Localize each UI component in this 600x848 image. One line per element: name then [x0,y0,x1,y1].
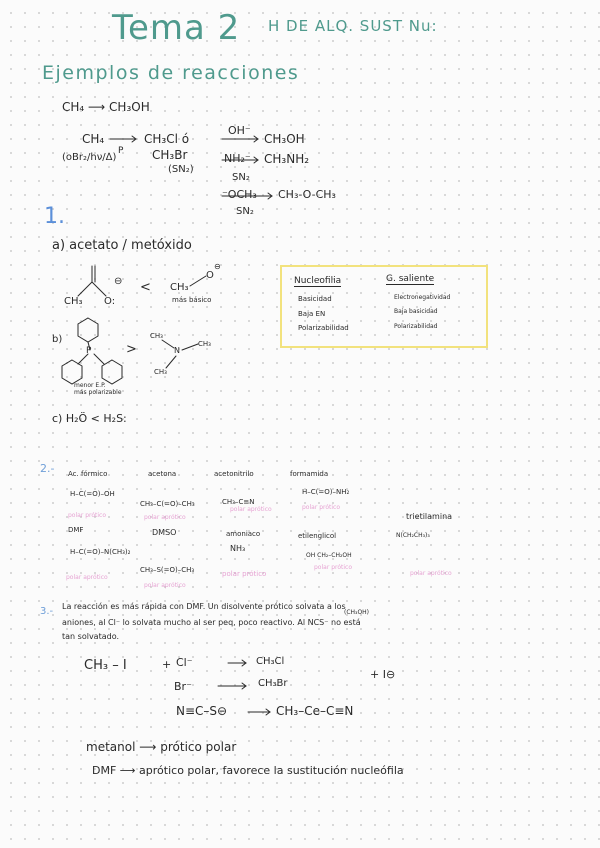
part1-a-label: a) acetato / metóxido [52,238,192,253]
sn2-label-a: SN₂ [232,172,250,183]
chloromethane-product: CH₃Cl [256,656,285,667]
bromomethane: CH₃Br [152,148,188,162]
reaction-product: CH₃Cl ó [144,132,190,146]
amine-ch3-top: CH₃ [150,332,163,340]
solvent-formula-3: CH₃–C≡N [222,498,255,506]
solvent-name-4: formamida [290,470,329,478]
reaction-arrow-label: P [118,146,124,156]
solvent-type-5: polar aprótico [66,574,108,581]
bromide-nucleophile: Br⁻ [174,680,192,693]
solvent-type-9: polar aprótico [410,570,452,577]
solvent-formula-4: H–C(=O)–NH₂ [302,488,350,496]
solvent-type-1: polar prótico [68,512,107,519]
amine-ch3-bottom: CH₃ [154,368,167,376]
solvent-name-9: trietilamina [406,512,453,521]
solvent-name-1: Ac. fórmico [68,470,108,478]
reaction-reactant: CH₄ [82,132,105,146]
col1-item-2: Baja EN [298,310,326,318]
part1-b-label: b) [52,334,63,345]
less-than-1: < [140,280,151,295]
part3-text-line-3: tan solvatado. [62,632,119,641]
amine-ch3-right: CH₃ [198,340,211,348]
col1-item-3: Polarizabilidad [298,324,349,332]
conditions: (oBr₂/hν/Δ) [62,152,117,163]
page-subtitle: H DE ALQ. SUST Nu: [268,17,438,35]
page-title: Tema 2 [112,8,241,48]
ether-product: CH₃-O-CH₃ [278,188,336,201]
part1-c-label: c) H₂Ö < H₂S: [52,412,127,425]
part3-text-line-1: La reacción es más rápida con DMF. Un disolvente prótico solvata a los [62,602,346,611]
bromomethane-product: CH₃Br [258,678,288,689]
col2-item-1: Electronegatividad [394,294,451,301]
thiocyanate-nucleophile: N≡C–S⊖ [176,704,228,718]
methoxide-oxygen: O [206,270,214,281]
mas-basico-note: más básico [172,296,212,304]
acetate-ch3: CH₃ [64,296,83,307]
solvent-type-7: polar prótico [222,570,267,578]
part1-number: 1. [44,204,65,229]
col2-header: G. saliente [386,274,435,284]
methanol-product: CH₃OH [264,132,305,146]
solvent-name-5: DMF [68,526,84,534]
solvent-formula-6: CH₃–S(=O)–CH₃ [140,566,195,574]
triphenyl-note-2: más polarizable [74,389,122,396]
col1-header: Nucleofilia [294,276,342,286]
solvent-type-3: polar aprótico [230,506,272,513]
hydroxide-label: OH⁻ [228,124,251,137]
methanol-note: (CH₃OH) [344,609,370,616]
part3-number: 3.- [40,606,54,617]
chloride-nucleophile: Cl⁻ [176,656,193,669]
solvent-type-2: polar aprótico [144,514,186,521]
solvent-name-6: DMSO [152,528,177,537]
solvent-type-4: polar prótico [302,504,341,511]
triphenyl-note-1: menor E.P. [74,382,106,389]
sn2-label-b: SN₂ [236,206,254,217]
iodide-leaving-group: + I⊖ [370,668,396,681]
methanol-line: metanol ⟶ prótico polar [86,740,237,754]
substrate: CH₃ – I [84,658,127,673]
solvent-type-8: polar prótico [314,564,353,571]
col1-item-1: Basicidad [298,295,332,303]
methoxide-charge: ⊖ [214,262,221,271]
solvent-formula-1: H–C(=O)–OH [70,490,115,498]
solvent-formula-7: NH₃ [230,544,246,553]
part2-number: 2.- [40,462,55,475]
solvent-name-2: acetona [148,470,177,478]
greater-than: > [126,342,137,357]
amide-label: NH₂⁻ [224,152,251,165]
part3-text-line-2: aniones, al Cl⁻ lo solvata mucho al ser peq, poco reactivo. Al NCS⁻ no está [62,618,361,627]
solvent-name-7: amoniaco [226,530,261,538]
solvent-formula-5: H–C(=O)–N(CH₃)₂ [70,548,131,556]
solvent-formula-2: CH₃–C(=O)–CH₃ [140,500,195,508]
col2-item-3: Polarizabilidad [394,323,438,330]
section-title: Ejemplos de reacciones [42,62,300,84]
phosphorus-atom: P [86,346,92,356]
methoxide-label: ⁻OCH₃ [222,188,257,201]
reaction-line-1: CH₄ ⟶ CH₃OH [62,100,150,114]
amine-n: N [174,346,180,355]
methylamine-product: CH₃NH₂ [264,152,310,166]
solvent-name-8: etilenglicol [298,532,337,540]
solvent-formula-9: N(CH₂CH₃)₃ [396,532,430,539]
solvent-name-3: acetonitrilo [214,470,254,478]
thiocyanate-product: CH₃–Ce–C≡N [276,704,354,718]
solvent-type-6: polar aprótico [144,582,186,589]
sn2-paren: (SN₂) [168,164,194,175]
methoxide-ch3: CH₃ [170,282,189,293]
dmf-line: DMF ⟶ aprótico polar, favorece la sustitución nucleófila [92,764,404,777]
solvent-formula-8: OH CH₂–CH₂OH [306,552,352,559]
acetate-charge: ⊖ [114,276,123,287]
acetate-oxygen: O: [104,296,116,307]
col2-item-2: Baja basicidad [394,308,438,315]
plus-sign: + [162,658,172,671]
